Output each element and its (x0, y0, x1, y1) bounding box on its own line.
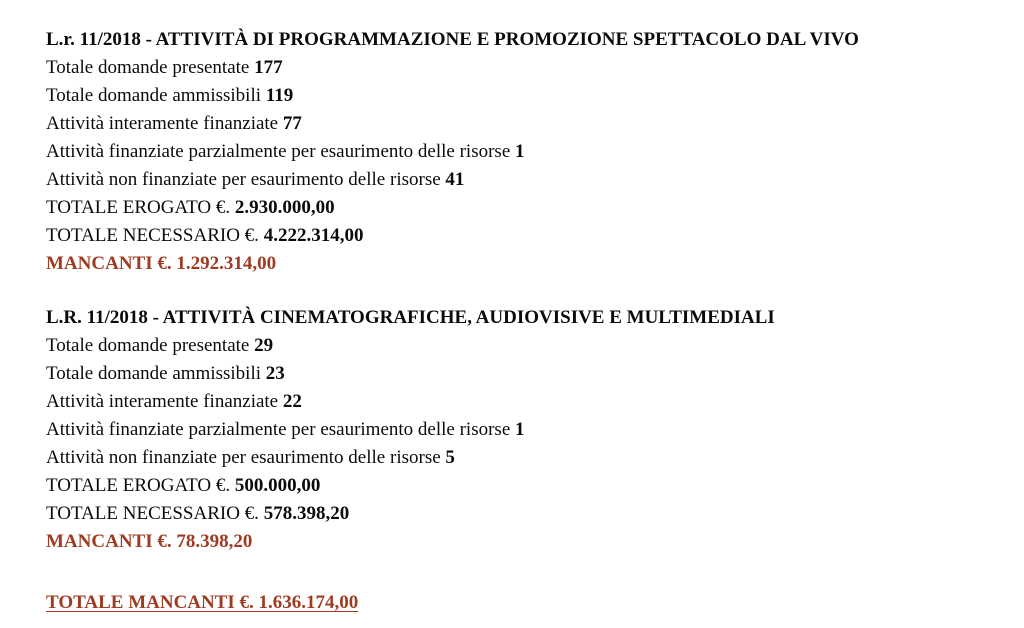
stat-label: Attività interamente finanziate (46, 113, 279, 134)
stat-label: TOTALE NECESSARIO €. (46, 225, 259, 246)
total-erogato-line (46, 472, 1004, 500)
stat-label: Attività non finanziate per esaurimento delle risorse (46, 169, 441, 190)
stat-line (46, 110, 1004, 138)
stat-label: Totale domande presentate (46, 57, 250, 78)
section-cinematografiche (46, 304, 1004, 556)
stat-line (46, 166, 1004, 194)
section-spettacolo-dal-vivo (46, 26, 1004, 278)
mancanti-line (46, 250, 1004, 278)
totale-mancanti-value: 1.636.174,00 (258, 592, 359, 613)
stat-value: 578.398,20 (263, 503, 350, 524)
stat-label: Attività finanziate parzialmente per esaurimento delle risorse (46, 141, 511, 162)
stat-value: 23 (265, 363, 285, 384)
mancanti-label: MANCANTI €. (46, 253, 172, 274)
stat-label: TOTALE EROGATO €. (46, 475, 231, 496)
stat-value: 119 (265, 85, 294, 106)
stat-value: 177 (254, 57, 283, 78)
mancanti-label: MANCANTI €. (46, 531, 172, 552)
stat-value: 1 (515, 419, 525, 440)
stat-label: TOTALE EROGATO €. (46, 197, 231, 218)
stat-label: Totale domande ammissibili (46, 363, 262, 384)
section-heading: L.r. 11/2018 - ATTIVITÀ DI PROGRAMMAZIONE E PROMOZIONE SPETTACOLO DAL VIVO (46, 29, 859, 50)
stat-label: TOTALE NECESSARIO €. (46, 503, 259, 524)
stat-label: Attività finanziate parzialmente per esaurimento delle risorse (46, 419, 511, 440)
stat-line (46, 82, 1004, 110)
stat-value: 2.930.000,00 (234, 197, 335, 218)
mancanti-value: 1.292.314,00 (176, 253, 277, 274)
stat-label: Totale domande presentate (46, 335, 250, 356)
total-erogato-line (46, 194, 1004, 222)
stat-value: 5 (445, 447, 455, 468)
total-necessario-line (46, 500, 1004, 528)
stat-value: 500.000,00 (234, 475, 321, 496)
stat-value: 22 (282, 391, 302, 412)
stat-label: Attività interamente finanziate (46, 391, 279, 412)
stat-label: Attività non finanziate per esaurimento delle risorse (46, 447, 441, 468)
totale-mancanti-line (46, 589, 358, 617)
stat-line (46, 138, 1004, 166)
stat-value: 4.222.314,00 (263, 225, 364, 246)
mancanti-value: 78.398,20 (176, 531, 253, 552)
stat-value: 1 (515, 141, 525, 162)
stat-value: 41 (445, 169, 465, 190)
totale-mancanti-label: TOTALE MANCANTI €. (46, 592, 254, 613)
stat-line (46, 332, 1004, 360)
stat-line (46, 54, 1004, 82)
mancanti-line (46, 528, 1004, 556)
section-heading: L.R. 11/2018 - ATTIVITÀ CINEMATOGRAFICHE, AUDIOVISIVE E MULTIMEDIALI (46, 307, 775, 328)
stat-line (46, 416, 1004, 444)
stat-label: Totale domande ammissibili (46, 85, 262, 106)
stat-value: 29 (254, 335, 274, 356)
stat-line (46, 444, 1004, 472)
total-necessario-line (46, 222, 1004, 250)
stat-value: 77 (282, 113, 302, 134)
stat-line (46, 360, 1004, 388)
stat-line (46, 388, 1004, 416)
